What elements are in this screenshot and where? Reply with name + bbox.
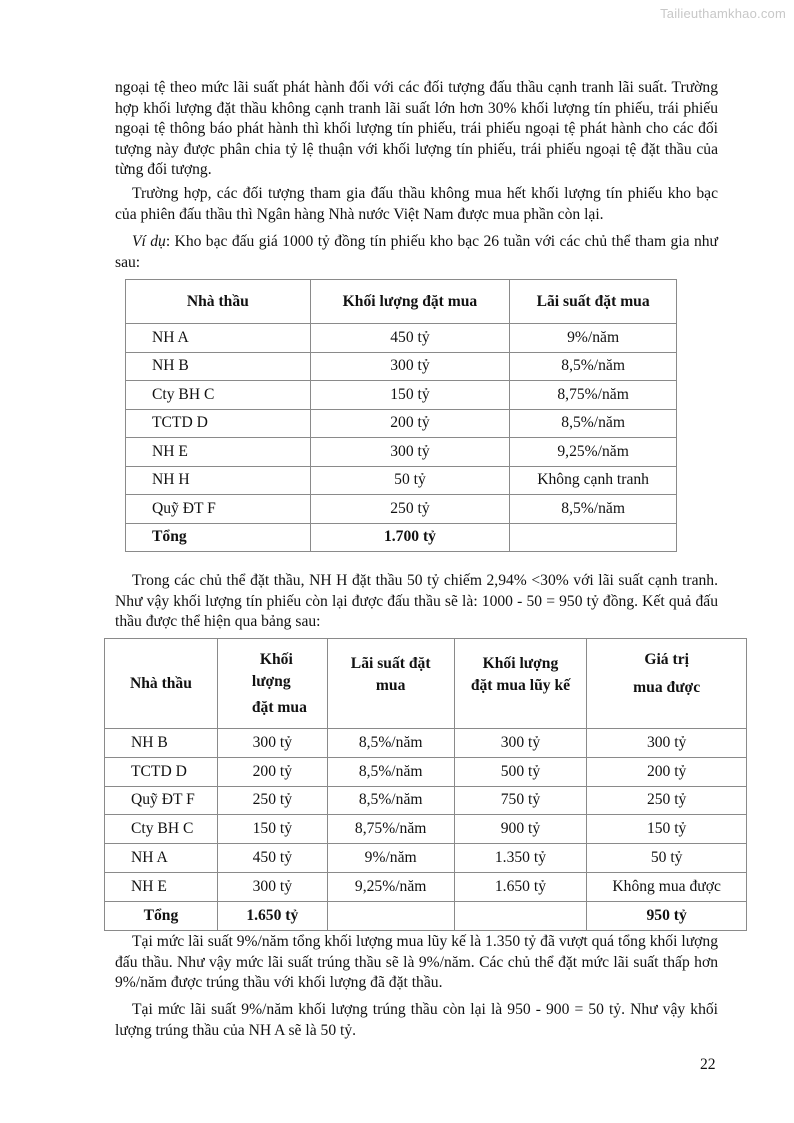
cell-bidder: NH B <box>105 729 218 758</box>
table-row <box>105 844 747 873</box>
header-cumulative: Khối lượng đặt mua lũy kế <box>454 639 587 729</box>
header-bidder: Nhà thầu <box>126 280 311 324</box>
header-volume: Khối lượng đặt mua <box>217 639 327 729</box>
table-total-row <box>126 523 677 552</box>
paragraph-example <box>115 232 718 273</box>
cell-bidder: NH B <box>126 352 311 381</box>
header-volume: Khối lượng đặt mua <box>310 280 510 324</box>
total-rate <box>327 901 454 930</box>
cell-rate: 8,5%/năm <box>327 757 454 786</box>
cell-bidder: TCTD D <box>126 409 311 438</box>
cell-cumulative: 1.350 tỷ <box>454 844 587 873</box>
cell-volume: 200 tỷ <box>217 757 327 786</box>
cell-bidder: NH H <box>126 466 311 495</box>
cell-volume: 250 tỷ <box>217 786 327 815</box>
cell-volume: 250 tỷ <box>310 495 510 524</box>
cell-rate: 8,5%/năm <box>327 786 454 815</box>
bid-table <box>125 279 677 552</box>
cell-volume: 50 tỷ <box>310 466 510 495</box>
table-row <box>126 324 677 353</box>
total-volume: 1.700 tỷ <box>310 523 510 552</box>
table-row <box>126 409 677 438</box>
cell-value: 250 tỷ <box>587 786 747 815</box>
cell-cumulative: 900 tỷ <box>454 815 587 844</box>
cell-volume: 300 tỷ <box>217 872 327 901</box>
cell-value: 200 tỷ <box>587 757 747 786</box>
table-row <box>105 729 747 758</box>
cell-rate: 8,5%/năm <box>510 409 677 438</box>
example-label: Ví dụ <box>132 233 166 250</box>
result-table <box>104 638 747 931</box>
cell-value: Không mua được <box>587 872 747 901</box>
table-header-row <box>126 280 677 324</box>
cell-rate: 8,75%/năm <box>327 815 454 844</box>
table-total-row <box>105 901 747 930</box>
paragraph-final: Tại mức lãi suất 9%/năm khối lượng trúng thầu còn lại là 950 - 900 = 50 tỷ. Như vậy khối lượng trúng thầu của NH A sẽ là 50 tỷ. <box>115 1001 718 1039</box>
paragraph-intro: ngoại tệ theo mức lãi suất phát hành đối với các đối tượng đấu thầu cạnh tranh lãi suất. Trường hợp khối lượng đặt thầu không cạnh tranh lãi suất lớn hơn 30% khối lượng tín phiếu, trái phiếu ngoại tệ thông báo phát hành thì khối lượng tín phiếu, trái phiếu ngoại tệ phát hành cho các đối tượng này được phân chia tỷ lệ thuận với khối lượng tín phiếu, trái phiếu ngoại tệ đặt thầu của từng đối tượng. <box>115 79 718 178</box>
total-label: Tổng <box>105 901 218 930</box>
table-row <box>105 815 747 844</box>
table-row <box>126 352 677 381</box>
cell-volume: 150 tỷ <box>310 381 510 410</box>
cell-bidder: NH E <box>105 872 218 901</box>
table-row <box>105 757 747 786</box>
watermark: Tailieuthamkhao.com <box>660 6 786 21</box>
cell-rate: 9,25%/năm <box>510 438 677 467</box>
table-row <box>105 786 747 815</box>
total-rate <box>510 523 677 552</box>
total-cumulative <box>454 901 587 930</box>
cell-bidder: Quỹ ĐT F <box>105 786 218 815</box>
page-number: 22 <box>700 1056 716 1073</box>
header-value: Giá trị mua được <box>587 639 747 729</box>
table-row <box>105 872 747 901</box>
cell-rate: 9%/năm <box>327 844 454 873</box>
cell-volume: 450 tỷ <box>217 844 327 873</box>
cell-cumulative: 300 tỷ <box>454 729 587 758</box>
cell-rate: 8,5%/năm <box>327 729 454 758</box>
table-row <box>126 466 677 495</box>
example-text: : Kho bạc đấu giá 1000 tỷ đồng tín phiếu kho bạc 26 tuần với các chủ thể tham gia như sau: <box>115 233 718 271</box>
cell-volume: 200 tỷ <box>310 409 510 438</box>
cell-cumulative: 1.650 tỷ <box>454 872 587 901</box>
cell-rate: 9%/năm <box>510 324 677 353</box>
header-bidder: Nhà thầu <box>105 639 218 729</box>
cell-value: 300 tỷ <box>587 729 747 758</box>
cell-bidder: NH E <box>126 438 311 467</box>
cell-cumulative: 500 tỷ <box>454 757 587 786</box>
cell-value: 150 tỷ <box>587 815 747 844</box>
cell-value: 50 tỷ <box>587 844 747 873</box>
cell-bidder: NH A <box>126 324 311 353</box>
total-volume: 1.650 tỷ <box>217 901 327 930</box>
paragraph-analysis: Trong các chủ thể đặt thầu, NH H đặt thầu 50 tỷ chiếm 2,94% <30% với lãi suất cạnh tranh. Như vậy khối lượng tín phiếu còn lại được đấu thầu sẽ là: 1000 - 50 = 950 tỷ đồng. Kết quả đấu thầu được thể hiện qua bảng sau: <box>115 572 718 630</box>
cell-cumulative: 750 tỷ <box>454 786 587 815</box>
paragraph-conclusion: Tại mức lãi suất 9%/năm tổng khối lượng mua lũy kế là 1.350 tỷ đã vượt quá tổng khối lượng đấu thầu. Như vậy mức lãi suất trúng thầu sẽ là 9%/năm. Các chủ thể đặt mức lãi suất thấp hơn 9%/năm được trúng thầu với khối lượng đã đặt thầu. <box>115 933 718 991</box>
header-rate: Lãi suất đặt mua <box>327 639 454 729</box>
total-value: 950 tỷ <box>587 901 747 930</box>
cell-volume: 150 tỷ <box>217 815 327 844</box>
header-rate: Lãi suất đặt mua <box>510 280 677 324</box>
cell-bidder: NH A <box>105 844 218 873</box>
cell-rate: 8,5%/năm <box>510 352 677 381</box>
cell-bidder: Cty BH C <box>126 381 311 410</box>
cell-rate: Không cạnh tranh <box>510 466 677 495</box>
cell-bidder: TCTD D <box>105 757 218 786</box>
cell-volume: 450 tỷ <box>310 324 510 353</box>
cell-bidder: Quỹ ĐT F <box>126 495 311 524</box>
table-row <box>126 381 677 410</box>
table-header-row <box>105 639 747 729</box>
cell-rate: 8,5%/năm <box>510 495 677 524</box>
cell-bidder: Cty BH C <box>105 815 218 844</box>
cell-volume: 300 tỷ <box>310 438 510 467</box>
cell-volume: 300 tỷ <box>310 352 510 381</box>
cell-rate: 9,25%/năm <box>327 872 454 901</box>
paragraph-remainder: Trường hợp, các đối tượng tham gia đấu thầu không mua hết khối lượng tín phiếu kho bạc của phiên đấu thầu thì Ngân hàng Nhà nước Việt Nam được mua phần còn lại. <box>115 185 718 223</box>
cell-volume: 300 tỷ <box>217 729 327 758</box>
cell-rate: 8,75%/năm <box>510 381 677 410</box>
table-row <box>126 495 677 524</box>
table-row <box>126 438 677 467</box>
total-label: Tổng <box>126 523 311 552</box>
